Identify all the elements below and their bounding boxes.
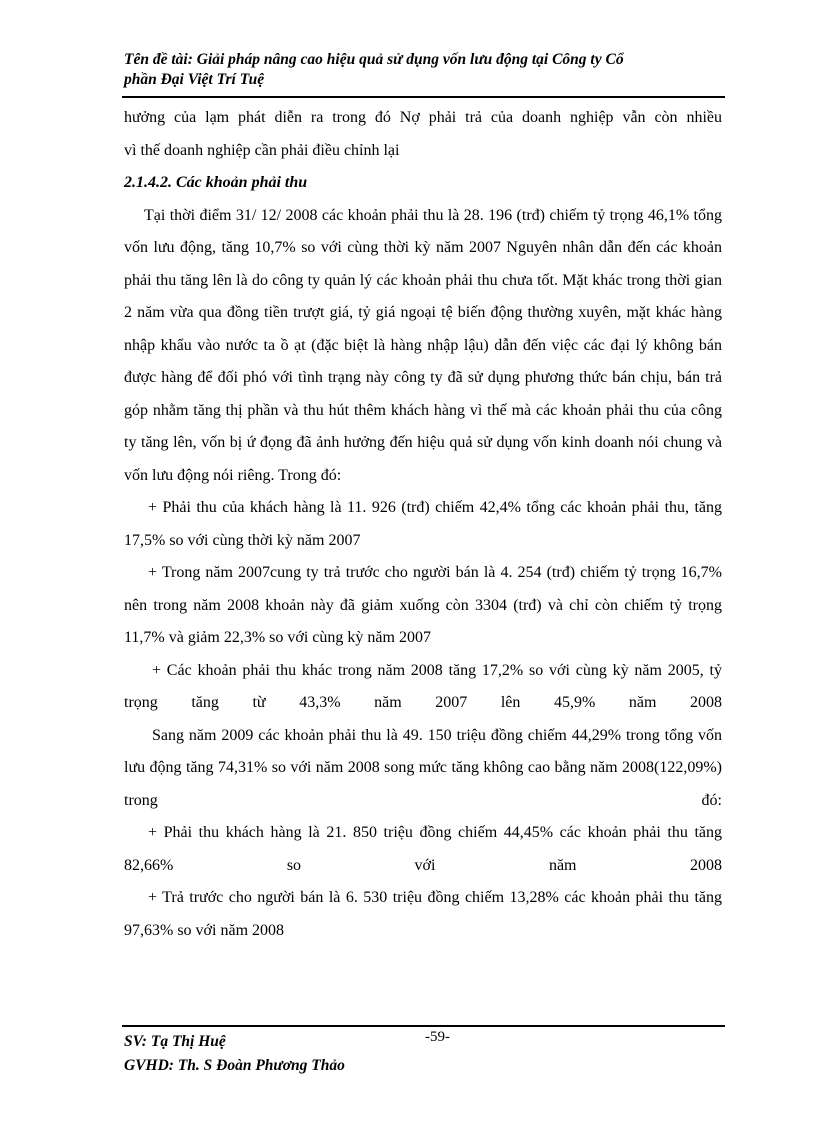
paragraph-continuation: hưởng của lạm phát diễn ra trong đó Nợ phải trả của doanh nghiệp vẫn còn nhiều — [124, 109, 722, 126]
paragraph-prepayments-2009: + Trả trước cho người bán là 6. 530 triệu đồng chiếm 13,28% các khoản phải thu tăng 97,63% so với năm 2008 — [124, 889, 722, 939]
header-title-line1: Tên đề tài: Giải pháp nâng cao hiệu quả sử dụng vốn lưu động tại Công ty Cổ — [124, 51, 624, 68]
footer-student: SV: Tạ Thị Huệ — [124, 1033, 226, 1050]
header-title-line2: phần Đại Việt Trí Tuệ — [124, 71, 265, 88]
footer-advisor: GVHD: Th. S Đoàn Phương Thảo — [124, 1057, 345, 1074]
paragraph-receivables-2009: Sang năm 2009 các khoản phải thu là 49. 150 triệu đồng chiếm 44,29% trong tổng vốn lưu động tăng 74,31% so với năm 2008 song mức tăng không cao bằng năm 2008(122,09%) trong đó: — [124, 726, 722, 809]
paragraph-prepayments: + Trong năm 2007cung ty trả trước cho người bán là 4. 254 (trđ) chiếm tỷ trọng 16,7% nên trong năm 2008 khoản này đã giảm xuống còn 3304 (trđ) và chỉ còn chiếm tỷ trọng 11,7% và giảm 22,3% so với cùng kỳ năm 2007 — [124, 564, 722, 646]
page-header — [124, 50, 724, 90]
footer-divider — [122, 1025, 725, 1027]
header-divider — [122, 96, 725, 98]
page-footer — [124, 1030, 724, 1078]
paragraph-customer-receivables-2009: + Phải thu khách hàng là 21. 850 triệu đồng chiếm 44,45% các khoản phải thu tăng 82,66% so với năm 2008 — [124, 824, 722, 874]
paragraph-continuation-end: vì thế doanh nghiệp cần phải điều chỉnh lại — [124, 141, 400, 159]
page-number: -59- — [425, 1029, 450, 1045]
paragraph-receivables-2008: Tại thời điểm 31/ 12/ 2008 các khoản phải thu là 28. 196 (trđ) chiếm tỷ trọng 46,1% tổng vốn lưu động, tăng 10,7% so với cùng thời kỳ năm 2007 Nguyên nhân dẫn đến các khoản phải thu tăng lên là do công ty quản lý các khoản phải thu chưa tốt. Mặt khác trong thời gian 2 năm vừa qua đồng tiền trượt giá, tỷ giá ngoại tệ biến động thường xuyên, mặt khác hàng nhập khẩu vào nước ta ồ ạt (đặc biệt là hàng nhập lậu) dẫn đến việc các đại lý không bán được hàng để đối phó với tình trạng này công ty đã sử dụng phương thức bán chịu, bán trả góp nhằm tăng thị phần và thu hút thêm khách hàng vì thế mà các khoản phải thu của công ty tăng lên, vốn bị ứ đọng đã ảnh hưởng đến hiệu quả sử dụng vốn kinh doanh nói chung và vốn lưu động nói riêng. Trong đó: — [124, 206, 722, 484]
paragraph-other-receivables: + Các khoản phải thu khác trong năm 2008 tăng 17,2% so với cùng kỳ năm 2005, tỷ trọng tăng từ 43,3% năm 2007 lên 45,9% năm 2008 — [124, 661, 722, 711]
paragraph-customer-receivables: + Phải thu của khách hàng là 11. 926 (trđ) chiếm 42,4% tổng các khoản phải thu, tăng 17,5% so với cùng thời kỳ năm 2007 — [124, 499, 722, 549]
section-heading: 2.1.4.2. Các khoản phải thu — [124, 174, 308, 191]
document-body — [124, 102, 722, 947]
